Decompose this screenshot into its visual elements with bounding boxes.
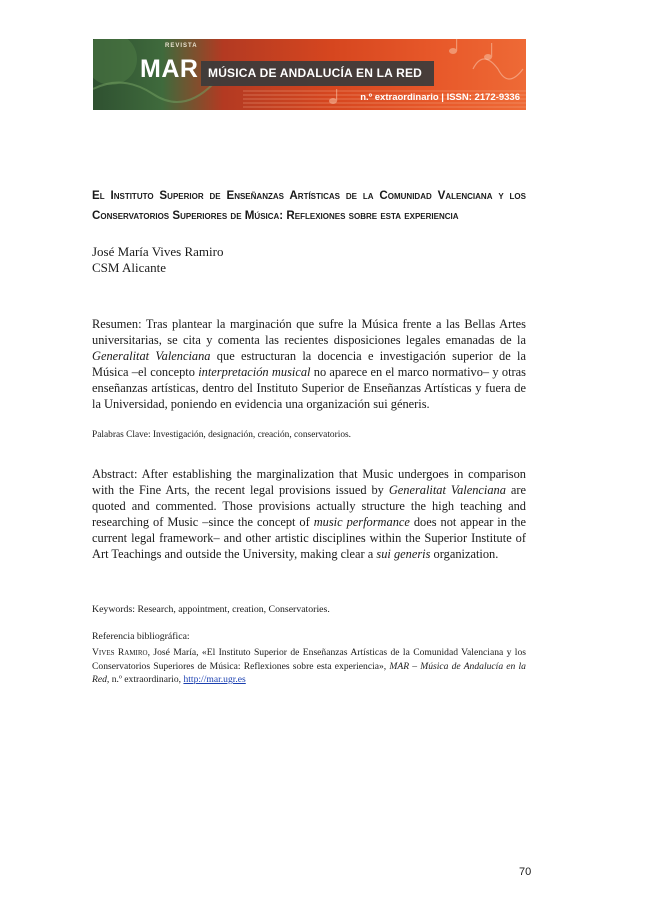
abstract-text: organization. <box>430 546 499 561</box>
reference-text: n.º extraordinario, <box>109 674 184 686</box>
resumen-text: Resumen: Tras plantear la marginación que sufre la Música frente a las Bellas Artes universitarias, se cita y comenta las recientes disposiciones legales emanadas de la <box>92 317 526 347</box>
abstract-paragraph <box>92 467 526 562</box>
reference-label: Referencia bibliográfica: <box>92 631 190 642</box>
abstract-text: does not appear in the current legal framework– and other artistic disciplines within the Superior Institute of Art Teachings and outside the University, making clear a <box>92 514 527 561</box>
revista-label: REVISTA <box>165 43 198 49</box>
keywords-spanish: Palabras Clave: Investigación, designación, creación, conservatorios. <box>92 430 352 440</box>
journal-subtitle: MÚSICA DE ANDALUCÍA EN LA RED <box>208 66 423 80</box>
resumen-italic: Generalitat Valenciana <box>92 348 211 363</box>
page-number: 70 <box>519 866 532 878</box>
reference-text: , José María, «El Instituto Superior de Enseñanzas Artísticas de la Comunidad Valenciana y los Conservatorios Superiores de Música: Reflexiones sobre esta experiencia», <box>92 647 526 672</box>
article-title: El Instituto Superior de Enseñanzas Artísticas de la Comunidad Valenciana y los Conservatorios Superiores de Música: Reflexiones sobre esta experiencia <box>92 189 526 222</box>
resumen-italic: interpretación musical <box>198 364 311 379</box>
resumen-paragraph <box>92 317 526 412</box>
reference-link[interactable]: http://mar.ugr.es <box>183 674 246 686</box>
issue-issn: n.º extraordinario | ISSN: 2172-9336 <box>360 92 520 103</box>
abstract-italic: sui generis <box>376 546 431 561</box>
author-name: José María Vives Ramiro <box>92 244 224 259</box>
abstract-text: Abstract: After establishing the marginalization that Music undergoes in comparison with the Fine Arts, the recent legal provisions issued by <box>92 467 526 497</box>
resumen-text: que estructuran la docencia e investigación superior de la Música –el concepto <box>92 348 527 379</box>
author-affiliation: CSM Alicante <box>92 260 167 275</box>
reference-author: Vives Ramiro <box>92 647 148 658</box>
resumen-text: no aparece en el marco normativo– y otras enseñanzas artísticas, dentro del Instituto Superior de Enseñanzas Artísticas y fuera de la Universidad, poniendo en evidencia una organización sui géneris. <box>92 364 526 411</box>
journal-banner <box>93 39 526 110</box>
journal-logo: MAR <box>140 55 199 83</box>
abstract-italic: Generalitat Valenciana <box>388 482 506 497</box>
abstract-text: are quoted and commented. Those provisions actually structure the high teaching and researching of Music –since the concept of <box>92 482 527 529</box>
reference-citation <box>92 646 526 687</box>
abstract-italic: music performance <box>313 514 410 529</box>
keywords-english: Keywords: Research, appointment, creation, Conservatories. <box>92 604 330 615</box>
author-block <box>92 244 224 276</box>
reference-journal: MAR – Música de Andalucía en la Red, <box>92 660 526 686</box>
